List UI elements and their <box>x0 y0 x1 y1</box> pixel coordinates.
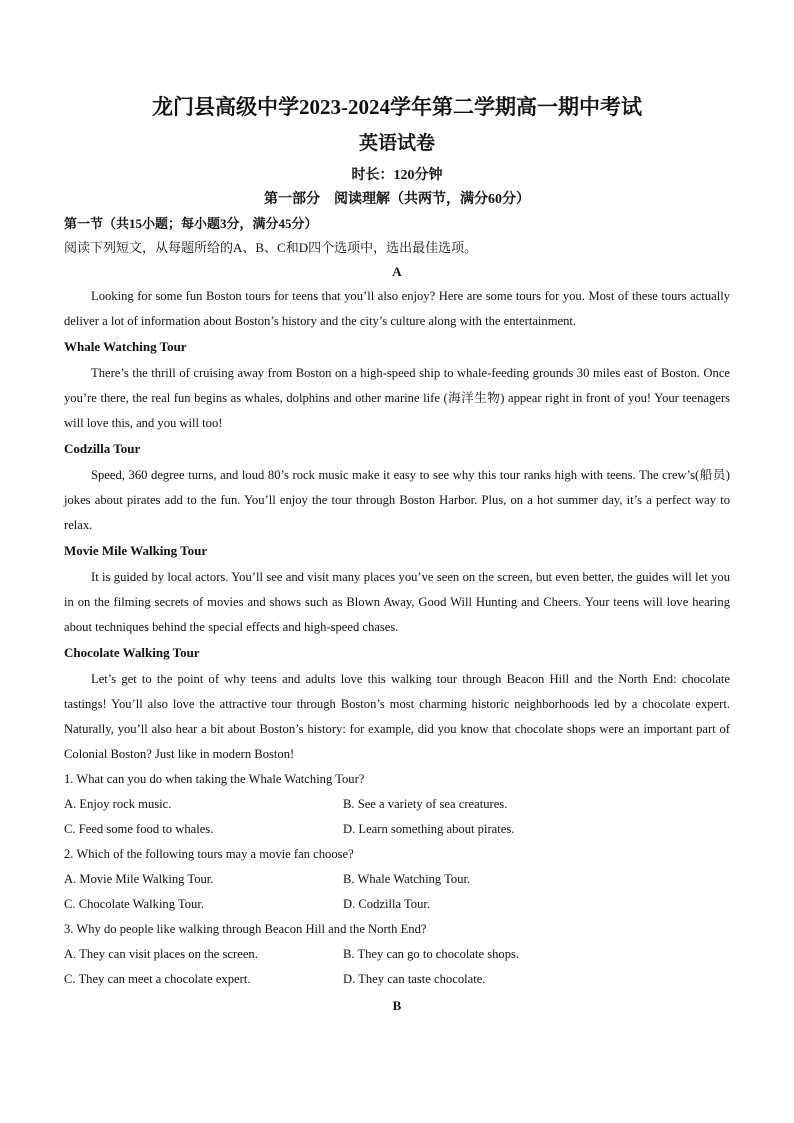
question-1-option-c: C. Feed some food to whales. <box>64 822 214 836</box>
question-2-option-b: B. Whale Watching Tour. <box>343 872 471 886</box>
question-2-option-a: A. Movie Mile Walking Tour. <box>64 872 214 886</box>
question-2-stem: 2. Which of the following tours may a movie fan choose? <box>64 847 354 861</box>
question-1-option-a: A. Enjoy rock music. <box>64 797 172 811</box>
question-3-options <box>64 942 730 992</box>
section-heading: 第一节（共15小题；每小题3分，满分45分） <box>64 216 318 231</box>
tour-text-whale: There’s the thrill of cruising away from Boston on a high-speed ship to whale-feeding grounds 30 miles east of Boston. Once you’re there, the real fun begins as whales, dolphins and other marine life (海洋生物) appear right in front of you! Your teenagers will love this, and you will too! <box>64 366 730 430</box>
tour-heading-whale: Whale Watching Tour <box>64 339 187 354</box>
question-3-option-a: A. They can visit places on the screen. <box>64 947 258 961</box>
exam-title: 龙门县高级中学2023-2024学年第二学期高一期中考试 <box>152 95 642 119</box>
section-instruction: 阅读下列短文，从每题所给的A、B、C和D四个选项中，选出最佳选项。 <box>64 240 478 255</box>
part-heading: 第一部分 阅读理解（共两节，满分60分） <box>264 192 530 207</box>
question-1-option-b: B. See a variety of sea creatures. <box>343 797 508 811</box>
exam-page <box>64 92 730 1016</box>
question-1-options <box>64 792 730 842</box>
tour-text-codzilla: Speed, 360 degree turns, and loud 80’s rock music make it easy to see why this tour ranks high with teens. The crew’s(船员) jokes about pirates add to the fun. You’ll enjoy the tour through Boston Harbor. Plus, on a hot summer day, it’s a perfect way to relax. <box>64 468 730 532</box>
tour-heading-chocolate: Chocolate Walking Tour <box>64 645 200 660</box>
question-3-option-c: C. They can meet a chocolate expert. <box>64 972 251 986</box>
exam-duration: 时长：120分钟 <box>351 168 443 183</box>
question-1-stem: 1. What can you do when taking the Whale Watching Tour? <box>64 772 365 786</box>
passage-a-label: A <box>392 264 402 279</box>
tour-text-movie-mile: It is guided by local actors. You’ll see and visit many places you’ve seen on the screen, but even better, the guides will let you in on the filming secrets of movies and shows such as Blown Away, Good Will Hunting and Cheers. Your teens will love hearing about techniques behind the special effects and high-speed chases. <box>64 570 730 634</box>
exam-subtitle: 英语试卷 <box>358 133 435 154</box>
question-2-option-c: C. Chocolate Walking Tour. <box>64 897 205 911</box>
question-2-options <box>64 867 730 917</box>
tour-heading-movie-mile: Movie Mile Walking Tour <box>64 543 208 558</box>
passage-a-intro: Looking for some fun Boston tours for teens that you’ll also enjoy? Here are some tours for you. Most of these tours actually deliver a lot of information about Boston’s history and the city’s culture along with the entertainment. <box>64 289 730 328</box>
question-3-option-b: B. They can go to chocolate shops. <box>343 947 520 961</box>
passage-b-label: B <box>392 998 402 1013</box>
tour-text-chocolate: Let’s get to the point of why teens and adults love this walking tour through Beacon Hill and the North End: chocolate tastings! You’ll also love the attractive tour through Boston’s most charming historic neighborhoods led by a chocolate expert. Naturally, you’ll also hear a bit about Boston’s history: for example, did you know that chocolate shops were an important part of Colonial Boston? Just like in modern Boston! <box>64 672 730 761</box>
question-2-option-d: D. Codzilla Tour. <box>343 897 431 911</box>
question-3-stem: 3. Why do people like walking through Beacon Hill and the North End? <box>64 922 427 936</box>
question-1-option-d: D. Learn something about pirates. <box>343 822 515 836</box>
tour-heading-codzilla: Codzilla Tour <box>64 441 141 456</box>
question-3-option-d: D. They can taste chocolate. <box>343 972 486 986</box>
